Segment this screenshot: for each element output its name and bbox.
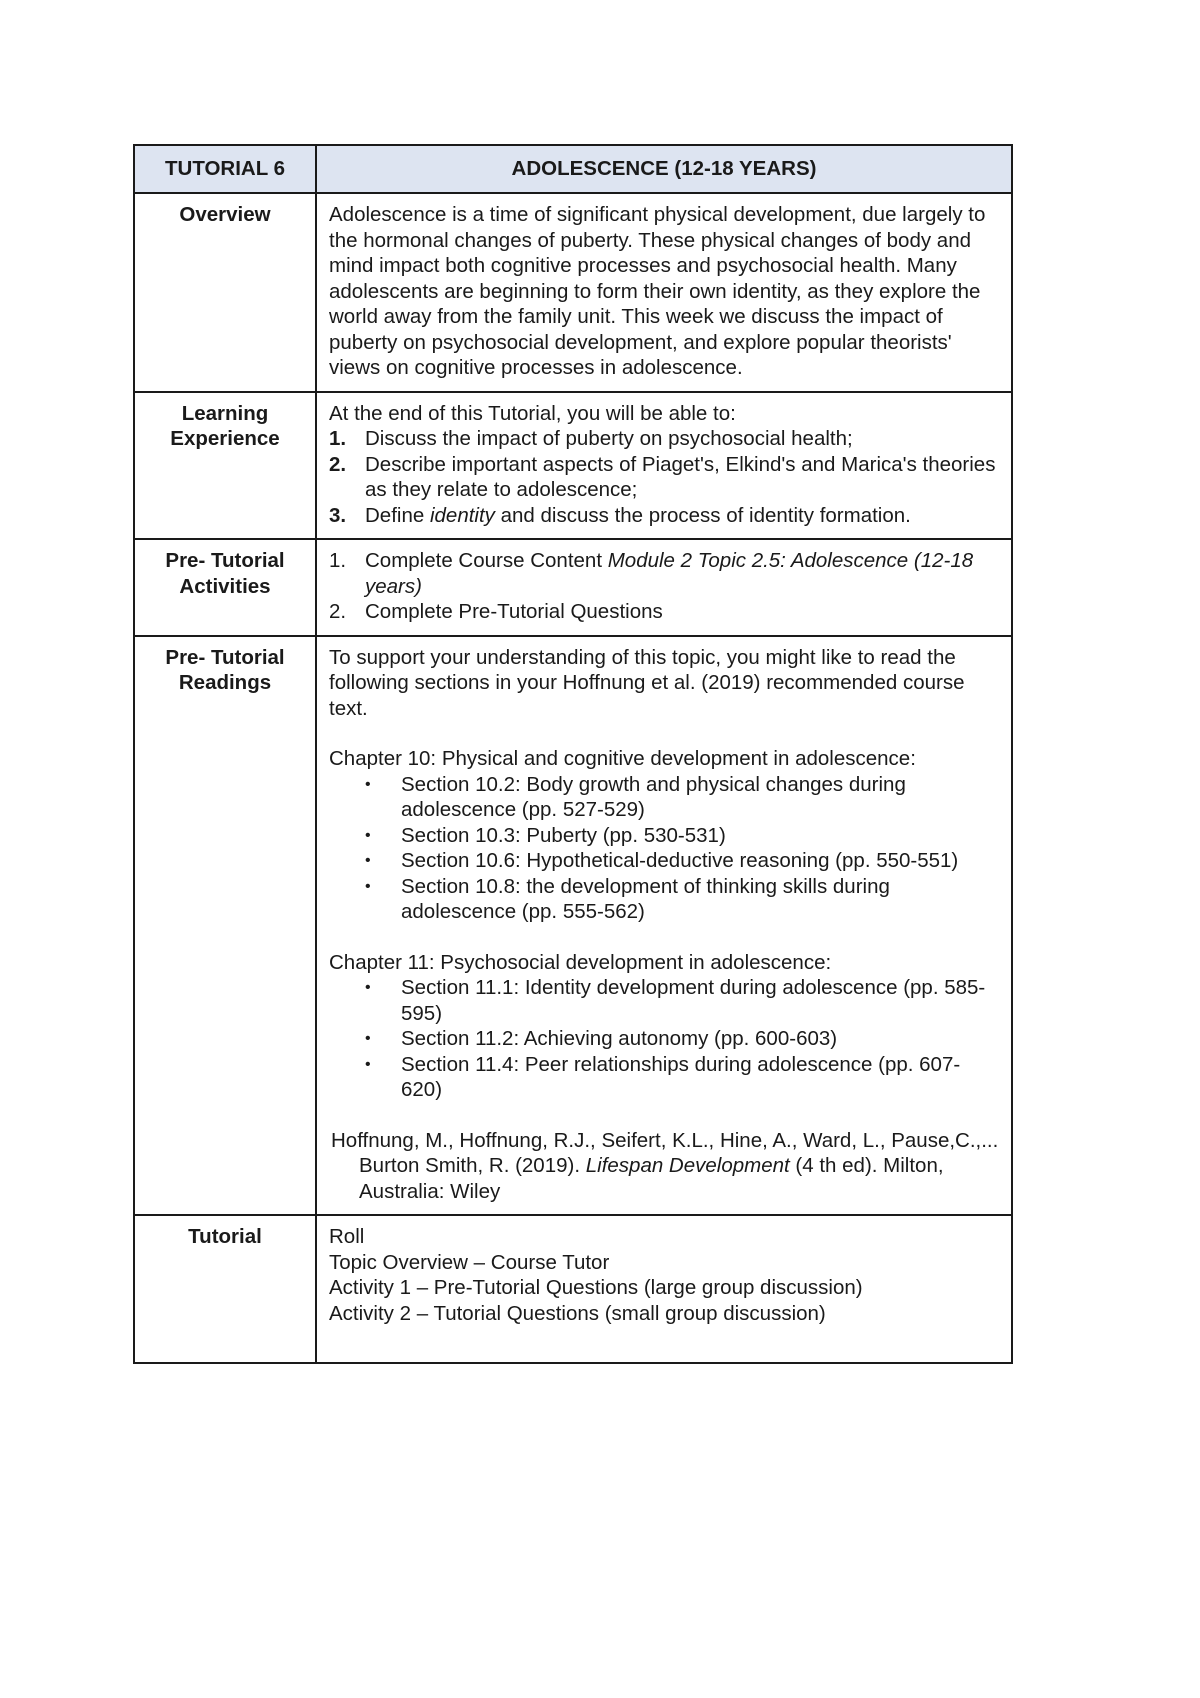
row-tutorial (134, 1215, 1012, 1363)
text-run: (4 th ed). Milton, Australia: Wiley (359, 1154, 944, 1203)
list-item (329, 599, 999, 625)
list-text: Complete Pre-Tutorial Questions (365, 600, 663, 623)
text-run: Define (365, 503, 430, 527)
list-item (329, 1026, 999, 1052)
list-item (329, 503, 999, 529)
list-text: Section 10.8: the development of thinking skills during adolescence (pp. 555-562) (401, 874, 890, 923)
list-item (329, 452, 999, 503)
bullet-icon: • (365, 826, 371, 844)
row-overview (134, 193, 1012, 392)
list-item (329, 772, 999, 823)
pre-tutorial-readings-label: Pre- Tutorial Readings (134, 636, 316, 1216)
list-item (329, 874, 999, 925)
text-run: and discuss the process of identity formation. (494, 503, 911, 527)
learning-experience-content (316, 392, 1012, 540)
list-text: Section 11.1: Identity development during adolescence (pp. 585-595) (401, 976, 986, 1025)
tutorial-table (133, 144, 1013, 1364)
list-item (329, 548, 999, 599)
bullet-icon: • (365, 877, 371, 895)
tutorial-line-activity-1: Activity 1 – Pre-Tutorial Questions (large group discussion) (329, 1276, 863, 1299)
learning-experience-label: Learning Experience (134, 392, 316, 540)
bullet-icon: • (365, 775, 371, 793)
list-text: Section 11.4: Peer relationships during adolescence (pp. 607-620) (401, 1052, 961, 1101)
header-tutorial-number: TUTORIAL 6 (134, 145, 316, 193)
list-text (365, 548, 999, 599)
text-run: Complete Course Content (365, 549, 608, 572)
bullet-icon: • (365, 1055, 371, 1073)
list-text: Section 10.2: Body growth and physical changes during adolescence (pp. 527-529) (401, 772, 906, 821)
row-pre-tutorial-readings (134, 636, 1012, 1216)
emphasis-module: Module 2 Topic 2.5: Adolescence (12-18 years) (365, 549, 974, 598)
list-text: Describe important aspects of Piaget's, Elkind's and Marica's theories as they relate to adolescence; (365, 452, 996, 501)
list-text: Section 10.3: Puberty (pp. 530-531) (401, 823, 726, 847)
emphasis-book-title: Lifespan Development (585, 1154, 790, 1177)
chapter-11-sections (329, 975, 999, 1103)
list-number: 2. (329, 452, 347, 476)
tutorial-line-roll: Roll (329, 1225, 365, 1248)
list-number: 1. (329, 427, 347, 450)
text-run: Hoffnung, M., Hoffnung, R.J., Seifert, K.L., Hine, A., Ward, L., Pause,C.,... Burton Smith, R. (2019). (331, 1128, 999, 1177)
bullet-icon: • (365, 852, 371, 869)
pre-tutorial-readings-content (316, 636, 1012, 1216)
overview-text: Adolescence is a time of significant physical development, due largely to the hormonal changes of puberty. These physical changes of body and mind impact both cognitive processes and psychosocial health. Many adolescents are beginning to form their own identity, as they explore the world away from the family unit. This week we discuss the impact of puberty on psychosocial development, and explore popular theorists' views on cognitive processes in adolescence. (316, 193, 1012, 392)
tutorial-line-activity-2: Activity 2 – Tutorial Questions (small group discussion) (329, 1301, 826, 1325)
readings-intro: To support your understanding of this topic, you might like to read the following sections in your Hoffnung et al. (2019) recommended course text. (329, 645, 965, 720)
header-topic-title: ADOLESCENCE (12-18 YEARS) (316, 145, 1012, 193)
chapter-10-sections (329, 772, 999, 925)
bullet-icon: • (365, 979, 371, 996)
tutorial-line-topic-overview: Topic Overview – Course Tutor (329, 1250, 610, 1274)
row-learning-experience (134, 392, 1012, 540)
list-item (329, 1052, 999, 1103)
tutorial-label: Tutorial (134, 1215, 316, 1363)
emphasis-identity: identity (429, 503, 495, 527)
list-text: Section 10.6: Hypothetical-deductive reasoning (pp. 550-551) (401, 849, 959, 872)
bullet-icon: • (365, 1030, 371, 1047)
pre-tutorial-activities-content (316, 539, 1012, 636)
list-item (329, 823, 999, 849)
list-number: 1. (329, 549, 347, 572)
list-text: Section 11.2: Achieving autonomy (pp. 600-603) (401, 1027, 838, 1050)
list-item (329, 426, 999, 452)
activities-list (329, 548, 999, 625)
table-header-row (134, 145, 1012, 193)
list-text (365, 503, 911, 529)
chapter-11-title: Chapter 11: Psychosocial development in adolescence: (329, 950, 832, 974)
learning-outcomes-list (329, 426, 999, 528)
chapter-10-title: Chapter 10: Physical and cognitive development in adolescence: (329, 747, 916, 770)
list-number: 2. (329, 600, 347, 623)
pre-tutorial-activities-label: Pre- Tutorial Activities (134, 539, 316, 636)
list-item (329, 975, 999, 1026)
list-number: 3. (329, 503, 347, 527)
course-text-reference (329, 1128, 999, 1205)
list-text: Discuss the impact of puberty on psychosocial health; (365, 427, 853, 450)
learning-intro: At the end of this Tutorial, you will be able to: (329, 401, 736, 425)
overview-label: Overview (134, 193, 316, 392)
list-item (329, 848, 999, 874)
tutorial-content (316, 1215, 1012, 1363)
row-pre-tutorial-activities (134, 539, 1012, 636)
